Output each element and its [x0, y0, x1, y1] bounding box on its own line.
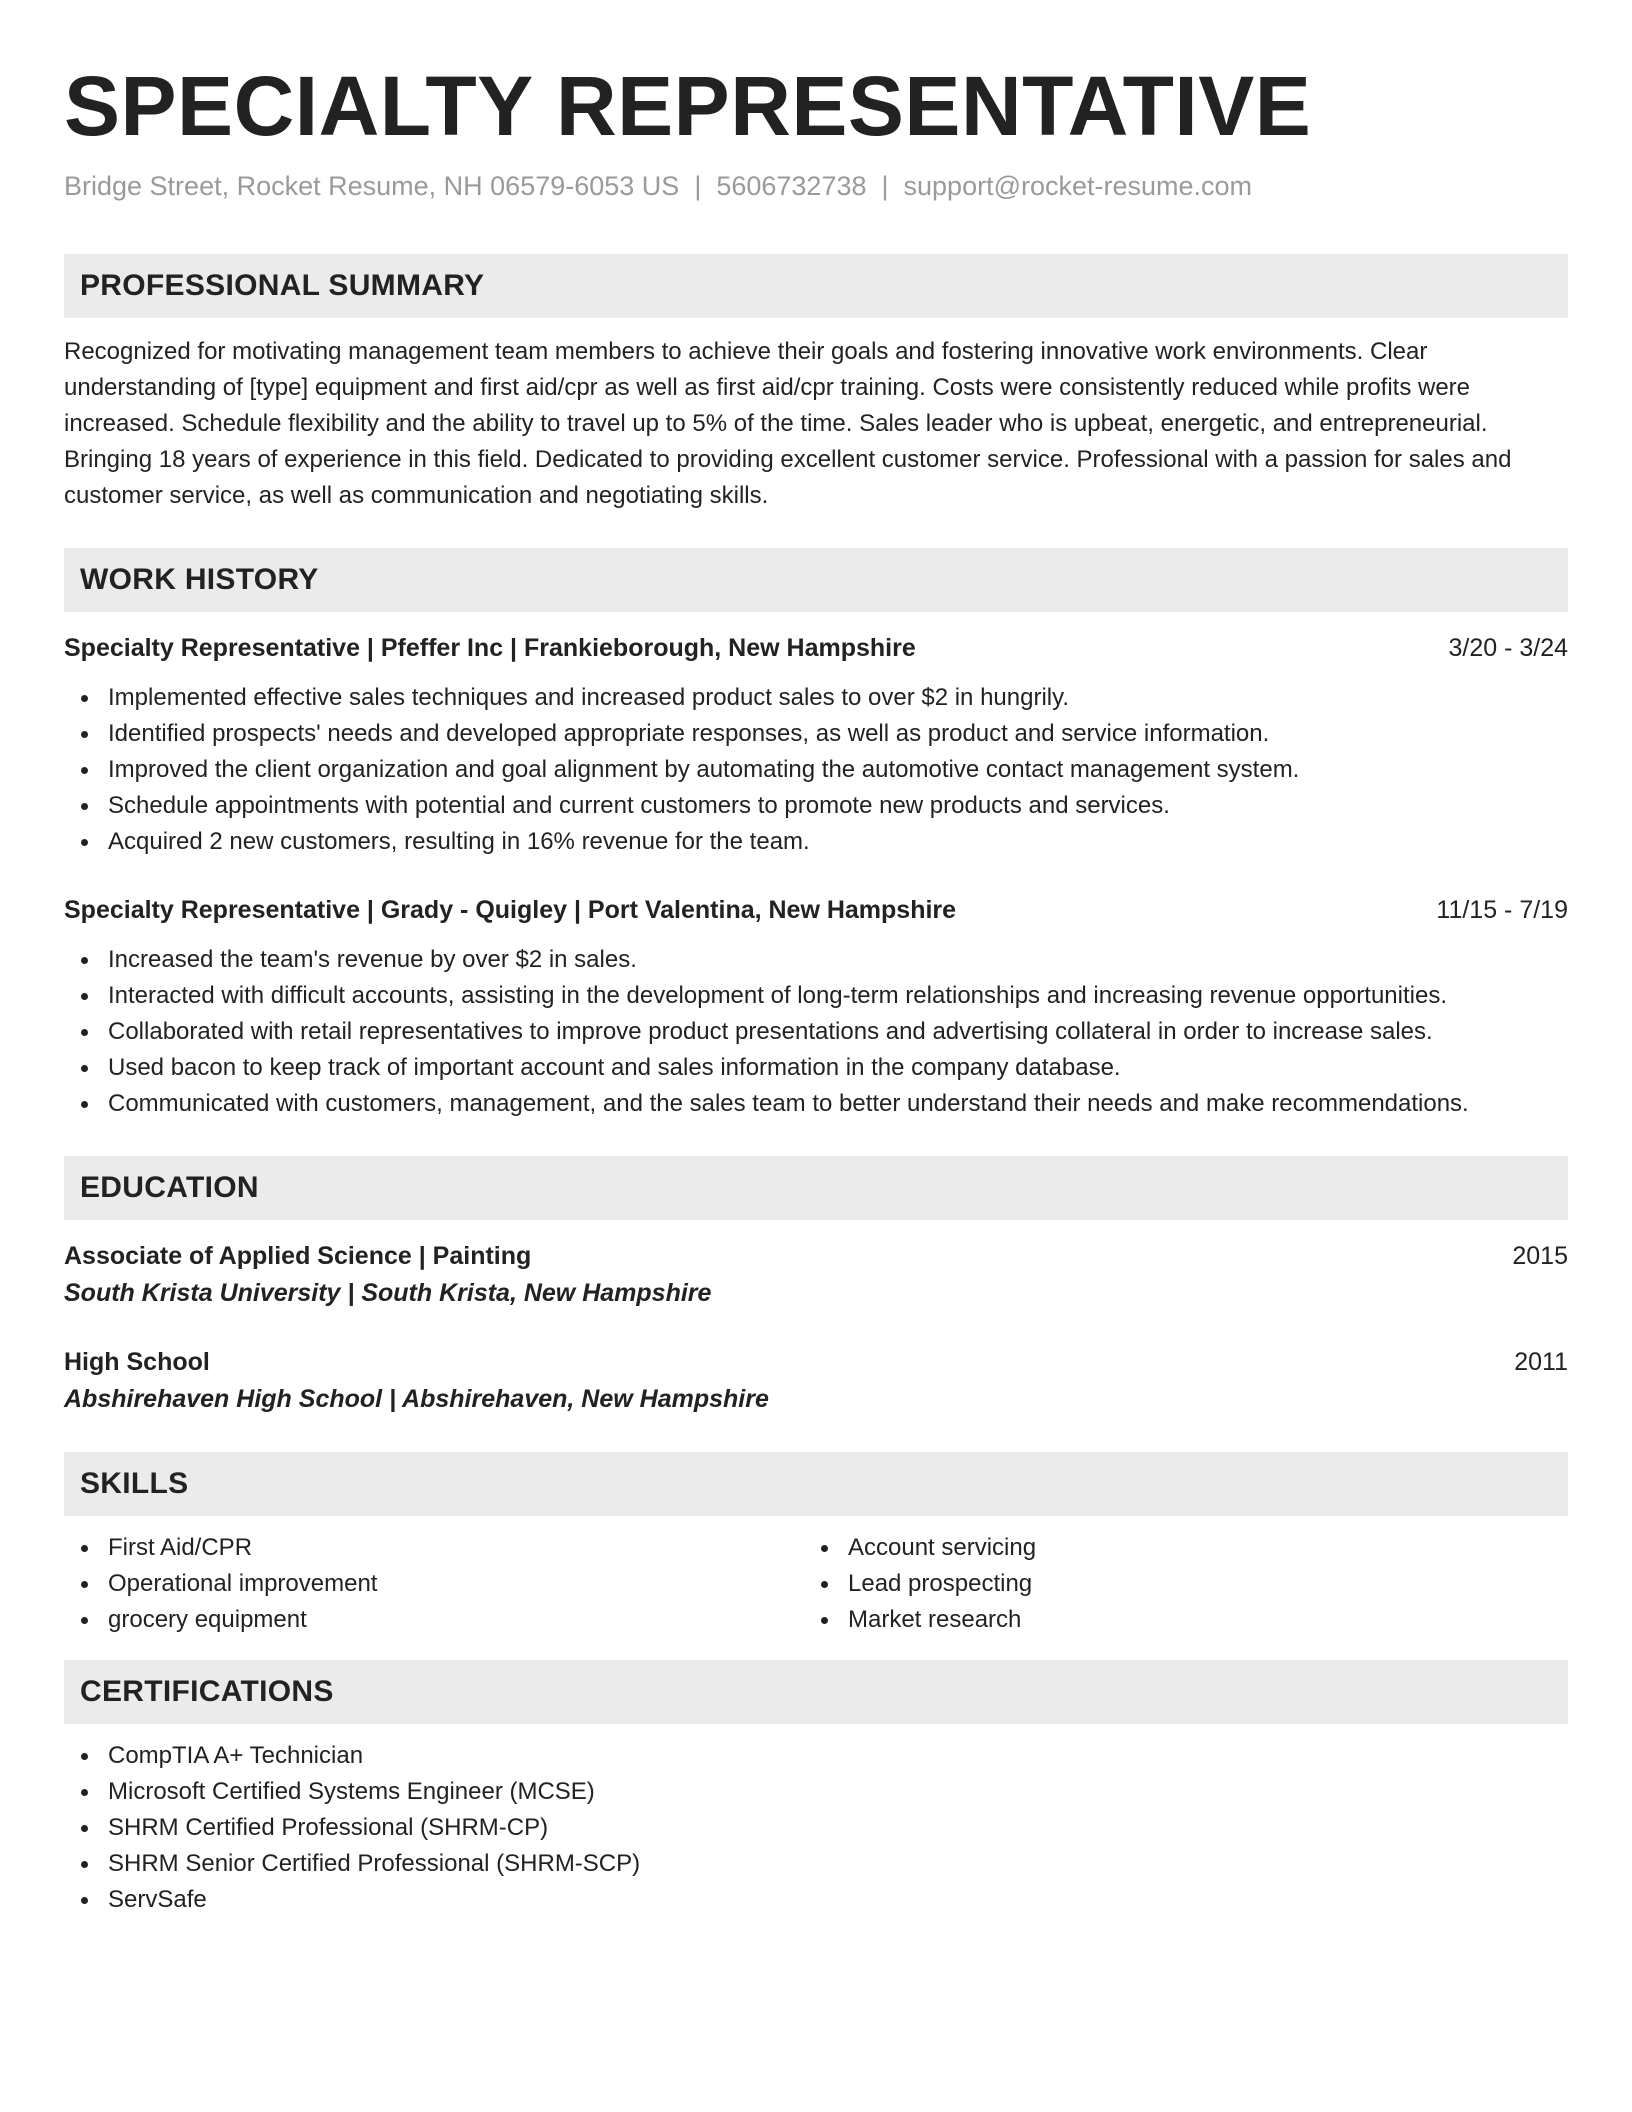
contact-separator: | [694, 171, 702, 201]
job-header [64, 892, 1568, 928]
job-title: Specialty Representative | Pfeffer Inc | Frankieborough, New Hampshire [64, 634, 916, 662]
contact-phone: 5606732738 [716, 171, 867, 201]
skill-item: First Aid/CPR [64, 1530, 804, 1566]
job-bullet: Schedule appointments with potential and current customers to promote new products and services. [64, 788, 1568, 824]
job-bullet: Used bacon to keep track of important account and sales information in the company database. [64, 1050, 1568, 1086]
education-degree: High School [64, 1348, 210, 1376]
contact-line [64, 168, 1568, 204]
job-bullets [64, 942, 1568, 1122]
education-year: 2015 [1512, 1242, 1568, 1270]
certification-item: CompTIA A+ Technician [64, 1738, 1568, 1774]
certification-item: SHRM Certified Professional (SHRM-CP) [64, 1810, 1568, 1846]
skills-column-right [804, 1530, 1544, 1638]
skill-item: Operational improvement [64, 1566, 804, 1602]
education-entry [64, 1344, 1568, 1418]
job-entry [64, 892, 1568, 1122]
skill-item: Account servicing [804, 1530, 1544, 1566]
job-bullet: Communicated with customers, management, and the sales team to better understand their needs and make recommendations. [64, 1086, 1568, 1122]
skill-item: Lead prospecting [804, 1566, 1544, 1602]
job-bullet: Acquired 2 new customers, resulting in 16% revenue for the team. [64, 824, 1568, 860]
job-bullet: Collaborated with retail representatives to improve product presentations and advertising collateral in order to increase sales. [64, 1014, 1568, 1050]
job-bullet: Implemented effective sales techniques and increased product sales to over $2 in hungrily. [64, 680, 1568, 716]
contact-email: support@rocket-resume.com [903, 171, 1253, 201]
summary-text: Recognized for motivating management team members to achieve their goals and fostering innovative work environments. Clear understanding of [type] equipment and first aid/cpr as well as first aid/cpr training. Costs were consistently reduced while profits were increased. Schedule flexibility and the ability to travel up to 5% of the time. Sales leader who is upbeat, energetic, and entrepreneurial. Bringing 18 years of experience in this field. Dedicated to providing excellent customer service. Professional with a passion for sales and customer service, as well as communication and negotiating skills. [64, 338, 1512, 509]
skills-column-left [64, 1530, 804, 1638]
job-bullet: Interacted with difficult accounts, assisting in the development of long-term relationships and increasing revenue opportunities. [64, 978, 1568, 1014]
section-heading-work-history: WORK HISTORY [64, 548, 1568, 612]
job-bullets [64, 680, 1568, 860]
education-entry [64, 1238, 1568, 1312]
job-dates: 11/15 - 7/19 [1436, 896, 1568, 924]
contact-separator: | [881, 171, 889, 201]
section-heading-skills: SKILLS [64, 1452, 1568, 1516]
section-heading-education: EDUCATION [64, 1156, 1568, 1220]
certification-item: Microsoft Certified Systems Engineer (MCSE) [64, 1774, 1568, 1810]
job-bullet: Increased the team's revenue by over $2 in sales. [64, 942, 1568, 978]
section-heading-certifications: CERTIFICATIONS [64, 1660, 1568, 1724]
certification-item: ServSafe [64, 1882, 1568, 1918]
skill-item: Market research [804, 1602, 1544, 1638]
job-entry [64, 630, 1568, 860]
education-degree: Associate of Applied Science | Painting [64, 1242, 532, 1270]
job-title: Specialty Representative | Grady - Quigley | Port Valentina, New Hampshire [64, 896, 957, 924]
job-dates: 3/20 - 3/24 [1448, 634, 1568, 662]
certification-item: SHRM Senior Certified Professional (SHRM-SCP) [64, 1846, 1568, 1882]
certifications-list [64, 1738, 1568, 1918]
skill-item: grocery equipment [64, 1602, 804, 1638]
section-heading-summary: PROFESSIONAL SUMMARY [64, 254, 1568, 318]
job-header [64, 630, 1568, 666]
education-year: 2011 [1514, 1348, 1568, 1376]
education-school: South Krista University | South Krista, New Hampshire [64, 1279, 712, 1307]
education-header [64, 1344, 1568, 1380]
job-bullet: Improved the client organization and goal alignment by automating the automotive contact management system. [64, 752, 1568, 788]
contact-address: Bridge Street, Rocket Resume, NH 06579-6053 US [64, 171, 680, 201]
education-school: Abshirehaven High School | Abshirehaven, New Hampshire [64, 1385, 769, 1413]
job-bullet: Identified prospects' needs and developed appropriate responses, as well as product and service information. [64, 716, 1568, 752]
education-header [64, 1238, 1568, 1274]
resume-name: SPECIALTY REPRESENTATIVE [64, 59, 1312, 153]
skills-grid [64, 1530, 1568, 1638]
